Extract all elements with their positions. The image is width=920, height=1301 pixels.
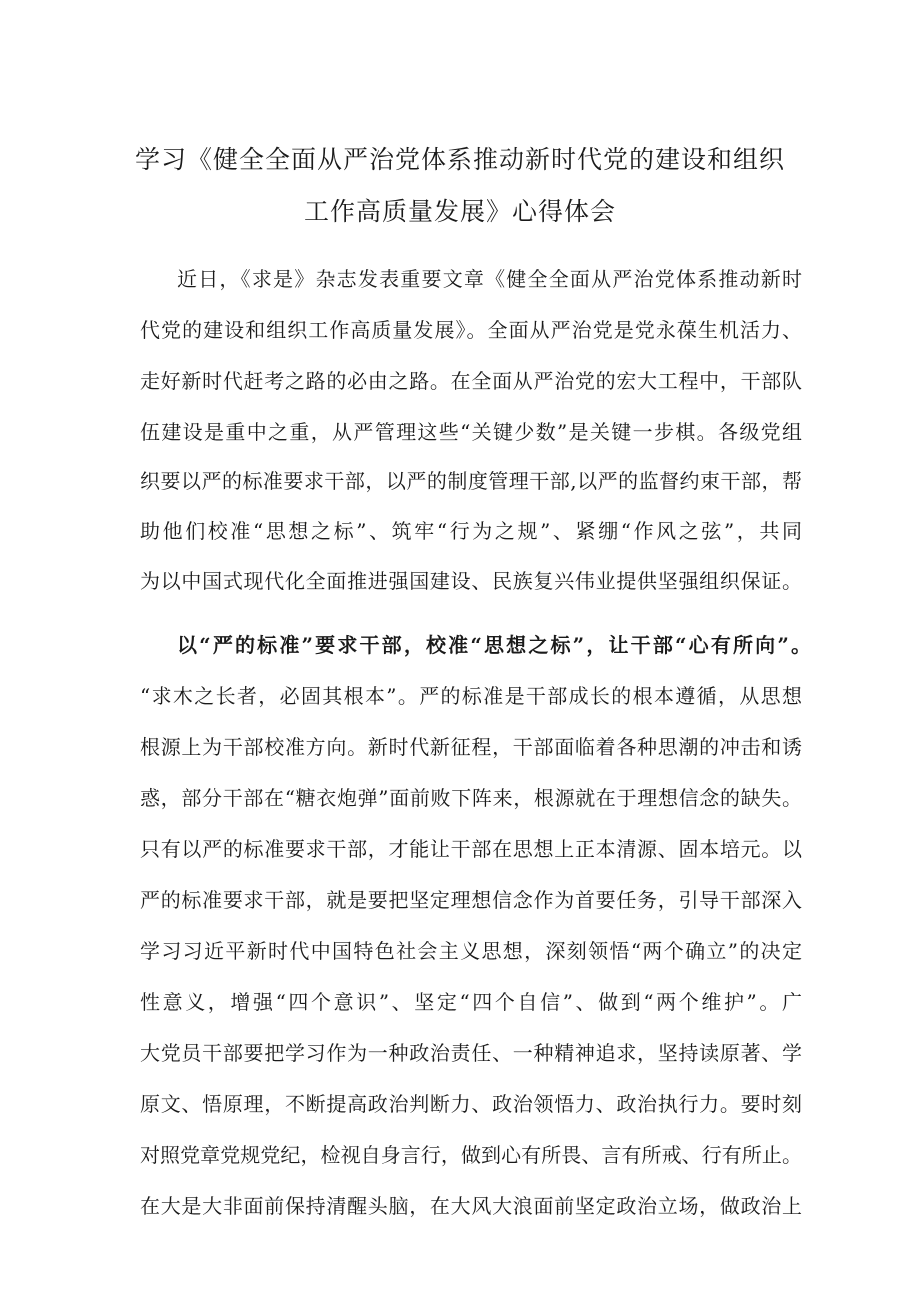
paragraph-line: 对照党章党规党纪，检视自身言行，做到心有所畏、言有所戒、行有所止。: [140, 1143, 802, 1167]
paragraph-line: 严的标准要求干部，就是要把坚定理想信念作为首要任务，引导干部深入: [140, 888, 802, 912]
paragraph-line: 在大是大非面前保持清醒头脑，在大风大浪面前坚定政治立场，做政治上: [140, 1194, 802, 1218]
paragraph-line: “求木之长者，必固其根本”。严的标准是干部成长的根本遵循，从思想: [140, 684, 802, 708]
section-heading: 以“严的标准”要求干部，校准“思想之标”，让干部“心有所向”。: [177, 633, 811, 657]
paragraph-line: 伍建设是重中之重，从严管理这些“关键少数”是关键一步棋。各级党组: [140, 420, 802, 444]
paragraph-line: 助他们校准“思想之标”、筑牢“行为之规”、紧绷“作风之弦”，共同: [140, 519, 802, 543]
paragraph-line: 为以中国式现代化全面推进强国建设、民族复兴伟业提供坚强组织保证。: [140, 569, 802, 593]
paragraph-line: 只有以严的标准要求干部，才能让干部在思想上正本清源、固本培元。以: [140, 837, 802, 861]
paragraph-line: 根源上为干部校准方向。新时代新征程，干部面临着各种思潮的冲击和诱: [140, 735, 802, 759]
paragraph-line: 大党员干部要把学习作为一种政治责任、一种精神追求，坚持读原著、学: [140, 1041, 802, 1065]
paragraph-line: 代党的建设和组织工作高质量发展》。全面从严治党是党永葆生机活力、: [140, 318, 802, 342]
document-title-line-1: 学习《健全全面从严治党体系推动新时代党的建设和组织: [134, 145, 785, 174]
document-title-line-2: 工作高质量发展》心得体会: [303, 197, 616, 226]
paragraph-line: 性意义，增强“四个意识”、坚定“四个自信”、做到“两个维护”。广: [140, 990, 802, 1014]
paragraph-line: 走好新时代赶考之路的必由之路。在全面从严治党的宏大工程中，干部队: [140, 369, 802, 393]
paragraph-line: 学习习近平新时代中国特色社会主义思想，深刻领悟“两个确立”的决定: [140, 939, 802, 963]
paragraph-line: 惑，部分干部在“糖衣炮弹”面前败下阵来，根源就在于理想信念的缺失。: [140, 786, 802, 810]
paragraph-line: 近日，《求是》杂志发表重要文章《健全全面从严治党体系推动新时: [177, 267, 802, 291]
paragraph-line: 原文、悟原理，不断提高政治判断力、政治领悟力、政治执行力。要时刻: [140, 1092, 802, 1116]
paragraph-line: 织要以严的标准要求干部，以严的制度管理干部,以严的监督约束干部，帮: [140, 469, 802, 493]
